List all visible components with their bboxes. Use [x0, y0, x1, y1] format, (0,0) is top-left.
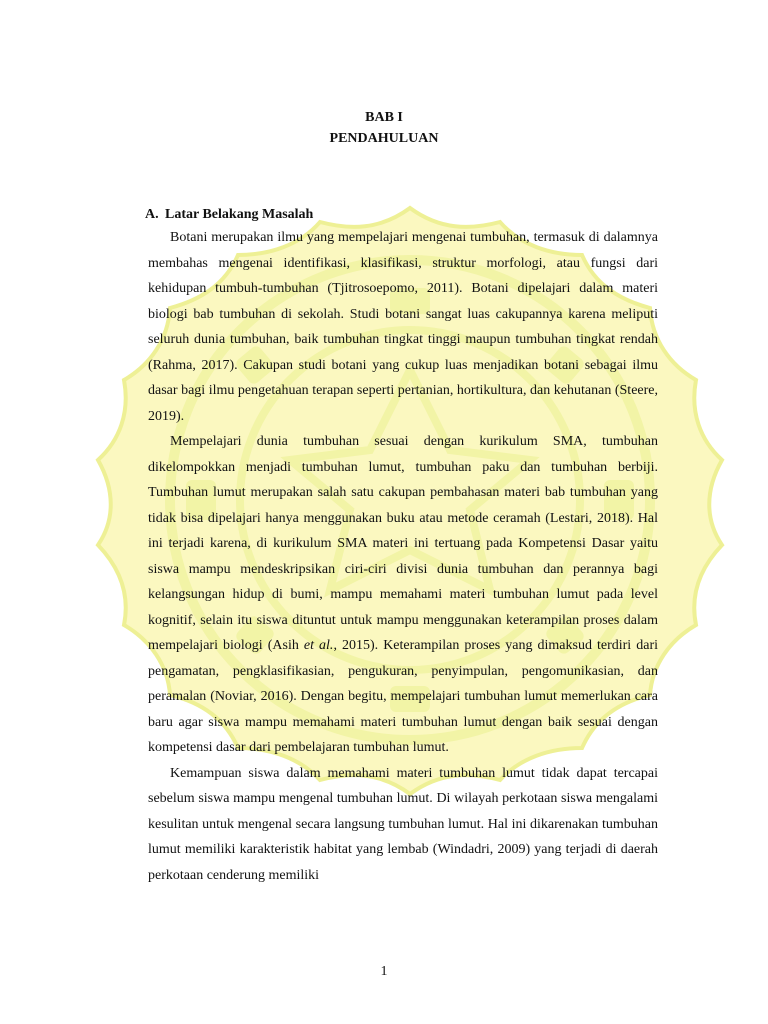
chapter-title: PENDAHULUAN [329, 131, 439, 146]
body-text [148, 225, 658, 888]
section-heading [145, 205, 313, 225]
citation-et-al: et al. [303, 638, 334, 653]
paragraph-text: , 2015). Keterampilan proses yang dimaksud terdiri dari pengamatan, pengklasifikasian, pengukuran, penyimpulan, pengomunikasian, dan peramalan (Noviar, 2016). Dengan begitu, mempelajari tumbuhan lumut memerlukan cara baru agar siswa mampu memahami materi tumbuhan lumut dengan baik sesuai dengan kompetensi dasar dari pembelajaran tumbuhan lumut. [148, 638, 659, 755]
paragraph-text: Botani merupakan ilmu yang mempelajari mengenai tumbuhan, termasuk di dalamnya membahas mengenai identifikasi, klasifikasi, struktur morfologi, atau fungsi dari kehidupan tumbuh-tumbuhan (Tjitrosoepomo, 2011). Botani dipelajari dalam materi biologi bab tumbuhan di sekolah. Studi botani sangat luas cakupannya karena meliputi seluruh dunia tumbuhan, baik tumbuhan tingkat tinggi maupun tumbuhan tingkat rendah (Rahma, 2017). Cakupan studi botani yang cukup luas menjadikan botani sebagai ilmu dasar bagi ilmu pengetahuan terapan seperti pertanian, hortikultura, dan kehutanan (Steere, 2019). [148, 230, 658, 424]
page-number: 1 [380, 964, 388, 979]
paragraph-text: Kemampuan siswa dalam memahami materi tumbuhan lumut tidak dapat tercapai sebelum siswa mampu mengenal tumbuhan lumut. Di wilayah perkotaan siswa mengalami kesulitan untuk mengenal secara langsung tumbuhan lumut. Hal ini dikarenakan tumbuhan lumut memiliki karakteristik habitat yang lembab (Windadri, 2009) yang terjadi di daerah perkotaan cenderung memiliki [148, 765, 658, 883]
section-title: Latar Belakang Masalah [165, 207, 314, 222]
paragraph-3 [148, 761, 658, 889]
paragraph-text: Mempelajari dunia tumbuhan sesuai dengan kurikulum SMA, tumbuhan dikelompokkan menjadi tumbuhan lumut, tumbuhan paku dan tumbuhan berbiji. Tumbuhan lumut merupakan salah satu cakupan pembahasan materi bab tumbuhan yang tidak bisa dipelajari hanya menggunakan buku atau metode ceramah (Lestari, 2018). Hal ini terjadi karena, di kurikulum SMA materi ini tertuang pada Kompetensi Dasar yaitu siswa mampu mendeskripsikan ciri-ciri divisi dunia tumbuhan dan perannya bagi kelangsungan hidup di bumi, mampu memahami materi tumbuhan lumut pada level kognitif, selain itu siswa dituntut untuk mampu menggunakan keterampilan proses dalam mempelajari biologi (Asih [148, 434, 658, 653]
paragraph-2 [148, 429, 658, 761]
paragraph-1 [148, 225, 658, 429]
chapter-number: BAB I [365, 110, 403, 125]
section-letter: A. [145, 207, 159, 222]
